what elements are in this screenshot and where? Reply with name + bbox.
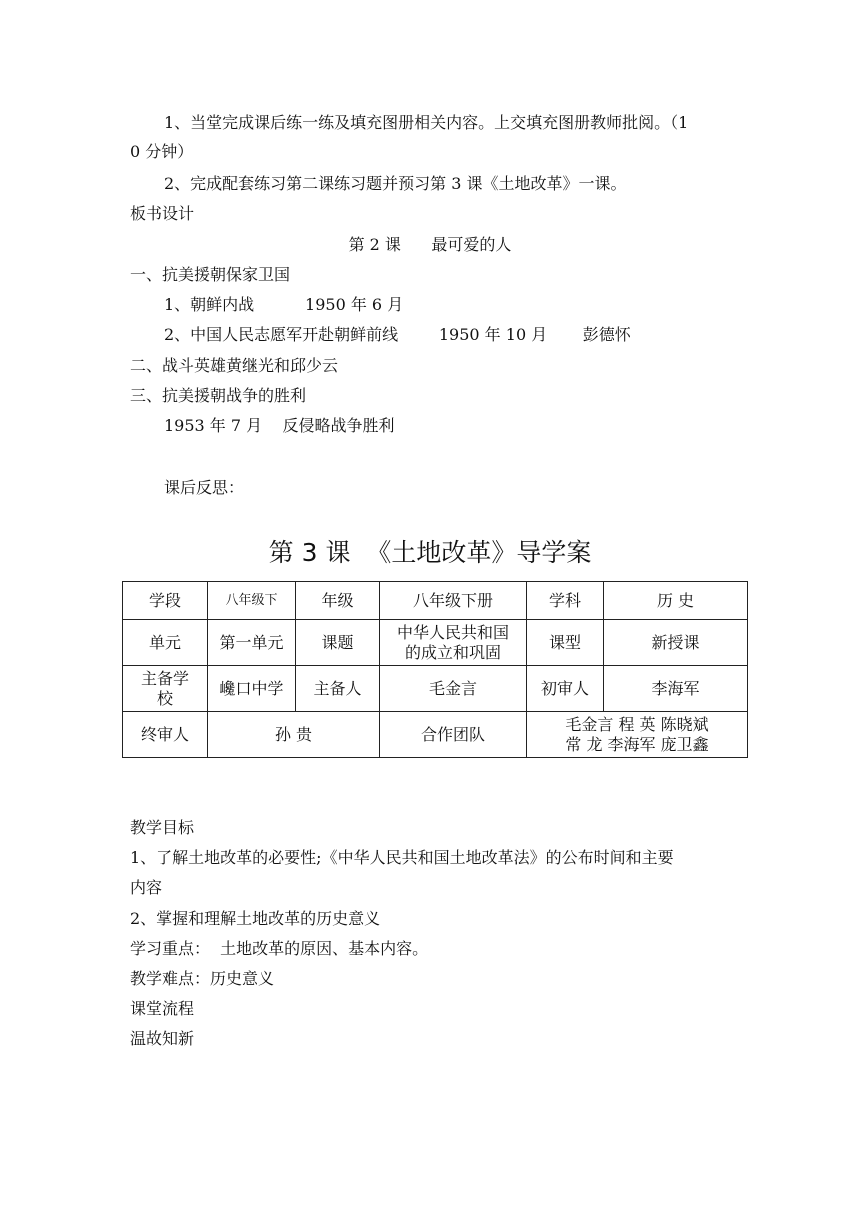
topic-value-line-2: 的成立和巩固 (404, 642, 501, 662)
objective-2: 2、掌握和理解土地改革的历史意义 (130, 909, 381, 928)
board-section-1-item-1: 1、朝鲜内战 1950 年 6 月 (164, 295, 404, 314)
type-label: 课型 (527, 620, 604, 666)
lesson-info-table (122, 581, 748, 758)
class-process: 课堂流程 (130, 999, 195, 1018)
school-value: 巉口中学 (208, 666, 296, 712)
preparer-label: 主备人 (296, 666, 380, 712)
topic-label: 课题 (296, 620, 380, 666)
unit-label: 单元 (123, 620, 208, 666)
key-points: 学习重点： 土地改革的原因、基本内容。 (130, 939, 429, 958)
board-lesson-title: 第 2 课 最可爱的人 (348, 235, 512, 254)
board-section-1: 一、抗美援朝保家卫国 (130, 265, 291, 284)
objective-1-line-1: 1、了解土地改革的必要性;《中华人民共和国土地改革法》的公布时间和主要 (130, 848, 674, 867)
final-review-label: 终审人 (123, 712, 208, 758)
subject-label: 学科 (527, 582, 604, 620)
lesson-3-title: 第 3 课 《土地改革》导学案 (268, 538, 592, 567)
grade-label: 年级 (296, 582, 380, 620)
stage-label: 学段 (123, 582, 208, 620)
table-row (123, 620, 748, 666)
table-row (123, 582, 748, 620)
team-label: 合作团队 (380, 712, 527, 758)
homework-item-1-line-1: 1、当堂完成课后练一练及填充图册相关内容。上交填充图册教师批阅。（1 (164, 113, 689, 132)
board-heading: 板书设计 (130, 204, 195, 223)
board-section-1-item-2: 2、中国人民志愿军开赴朝鲜前线 1950 年 10 月 彭德怀 (164, 325, 631, 344)
objectives-heading: 教学目标 (130, 818, 195, 837)
homework-item-1-line-2: 0 分钟） (130, 142, 194, 161)
homework-item-2: 2、完成配套练习第二课练习题并预习第 3 课《土地改革》一课。 (164, 174, 627, 193)
school-label (123, 666, 208, 712)
board-section-3-item-1: 1953 年 7 月 反侵略战争胜利 (164, 416, 395, 435)
reflection-label: 课后反思： (164, 478, 245, 497)
board-section-2: 二、战斗英雄黄继光和邱少云 (130, 356, 339, 375)
grade-value: 八年级下册 (380, 582, 527, 620)
team-value (527, 712, 748, 758)
table-row (123, 712, 748, 758)
table-row (123, 666, 748, 712)
subject-value: 历 史 (604, 582, 748, 620)
school-label-line-1: 主备学 (140, 668, 189, 688)
first-review-value: 李海军 (604, 666, 748, 712)
objective-1-line-2: 内容 (130, 878, 163, 897)
school-label-line-2: 校 (156, 688, 173, 708)
unit-value: 第一单元 (208, 620, 296, 666)
difficulty: 教学难点：历史意义 (130, 969, 275, 988)
board-section-3: 三、抗美援朝战争的胜利 (130, 386, 307, 405)
type-value: 新授课 (604, 620, 748, 666)
review-section: 温故知新 (130, 1029, 195, 1048)
team-value-line-1: 毛金言 程 英 陈晓斌 (565, 714, 709, 734)
preparer-value: 毛金言 (380, 666, 527, 712)
final-review-value: 孙 贵 (208, 712, 380, 758)
team-value-line-2: 常 龙 李海军 庞卫鑫 (565, 734, 709, 754)
first-review-label: 初审人 (527, 666, 604, 712)
topic-value-line-1: 中华人民共和国 (396, 622, 509, 642)
topic-value (380, 620, 527, 666)
stage-value: 八年级下 (208, 582, 296, 620)
